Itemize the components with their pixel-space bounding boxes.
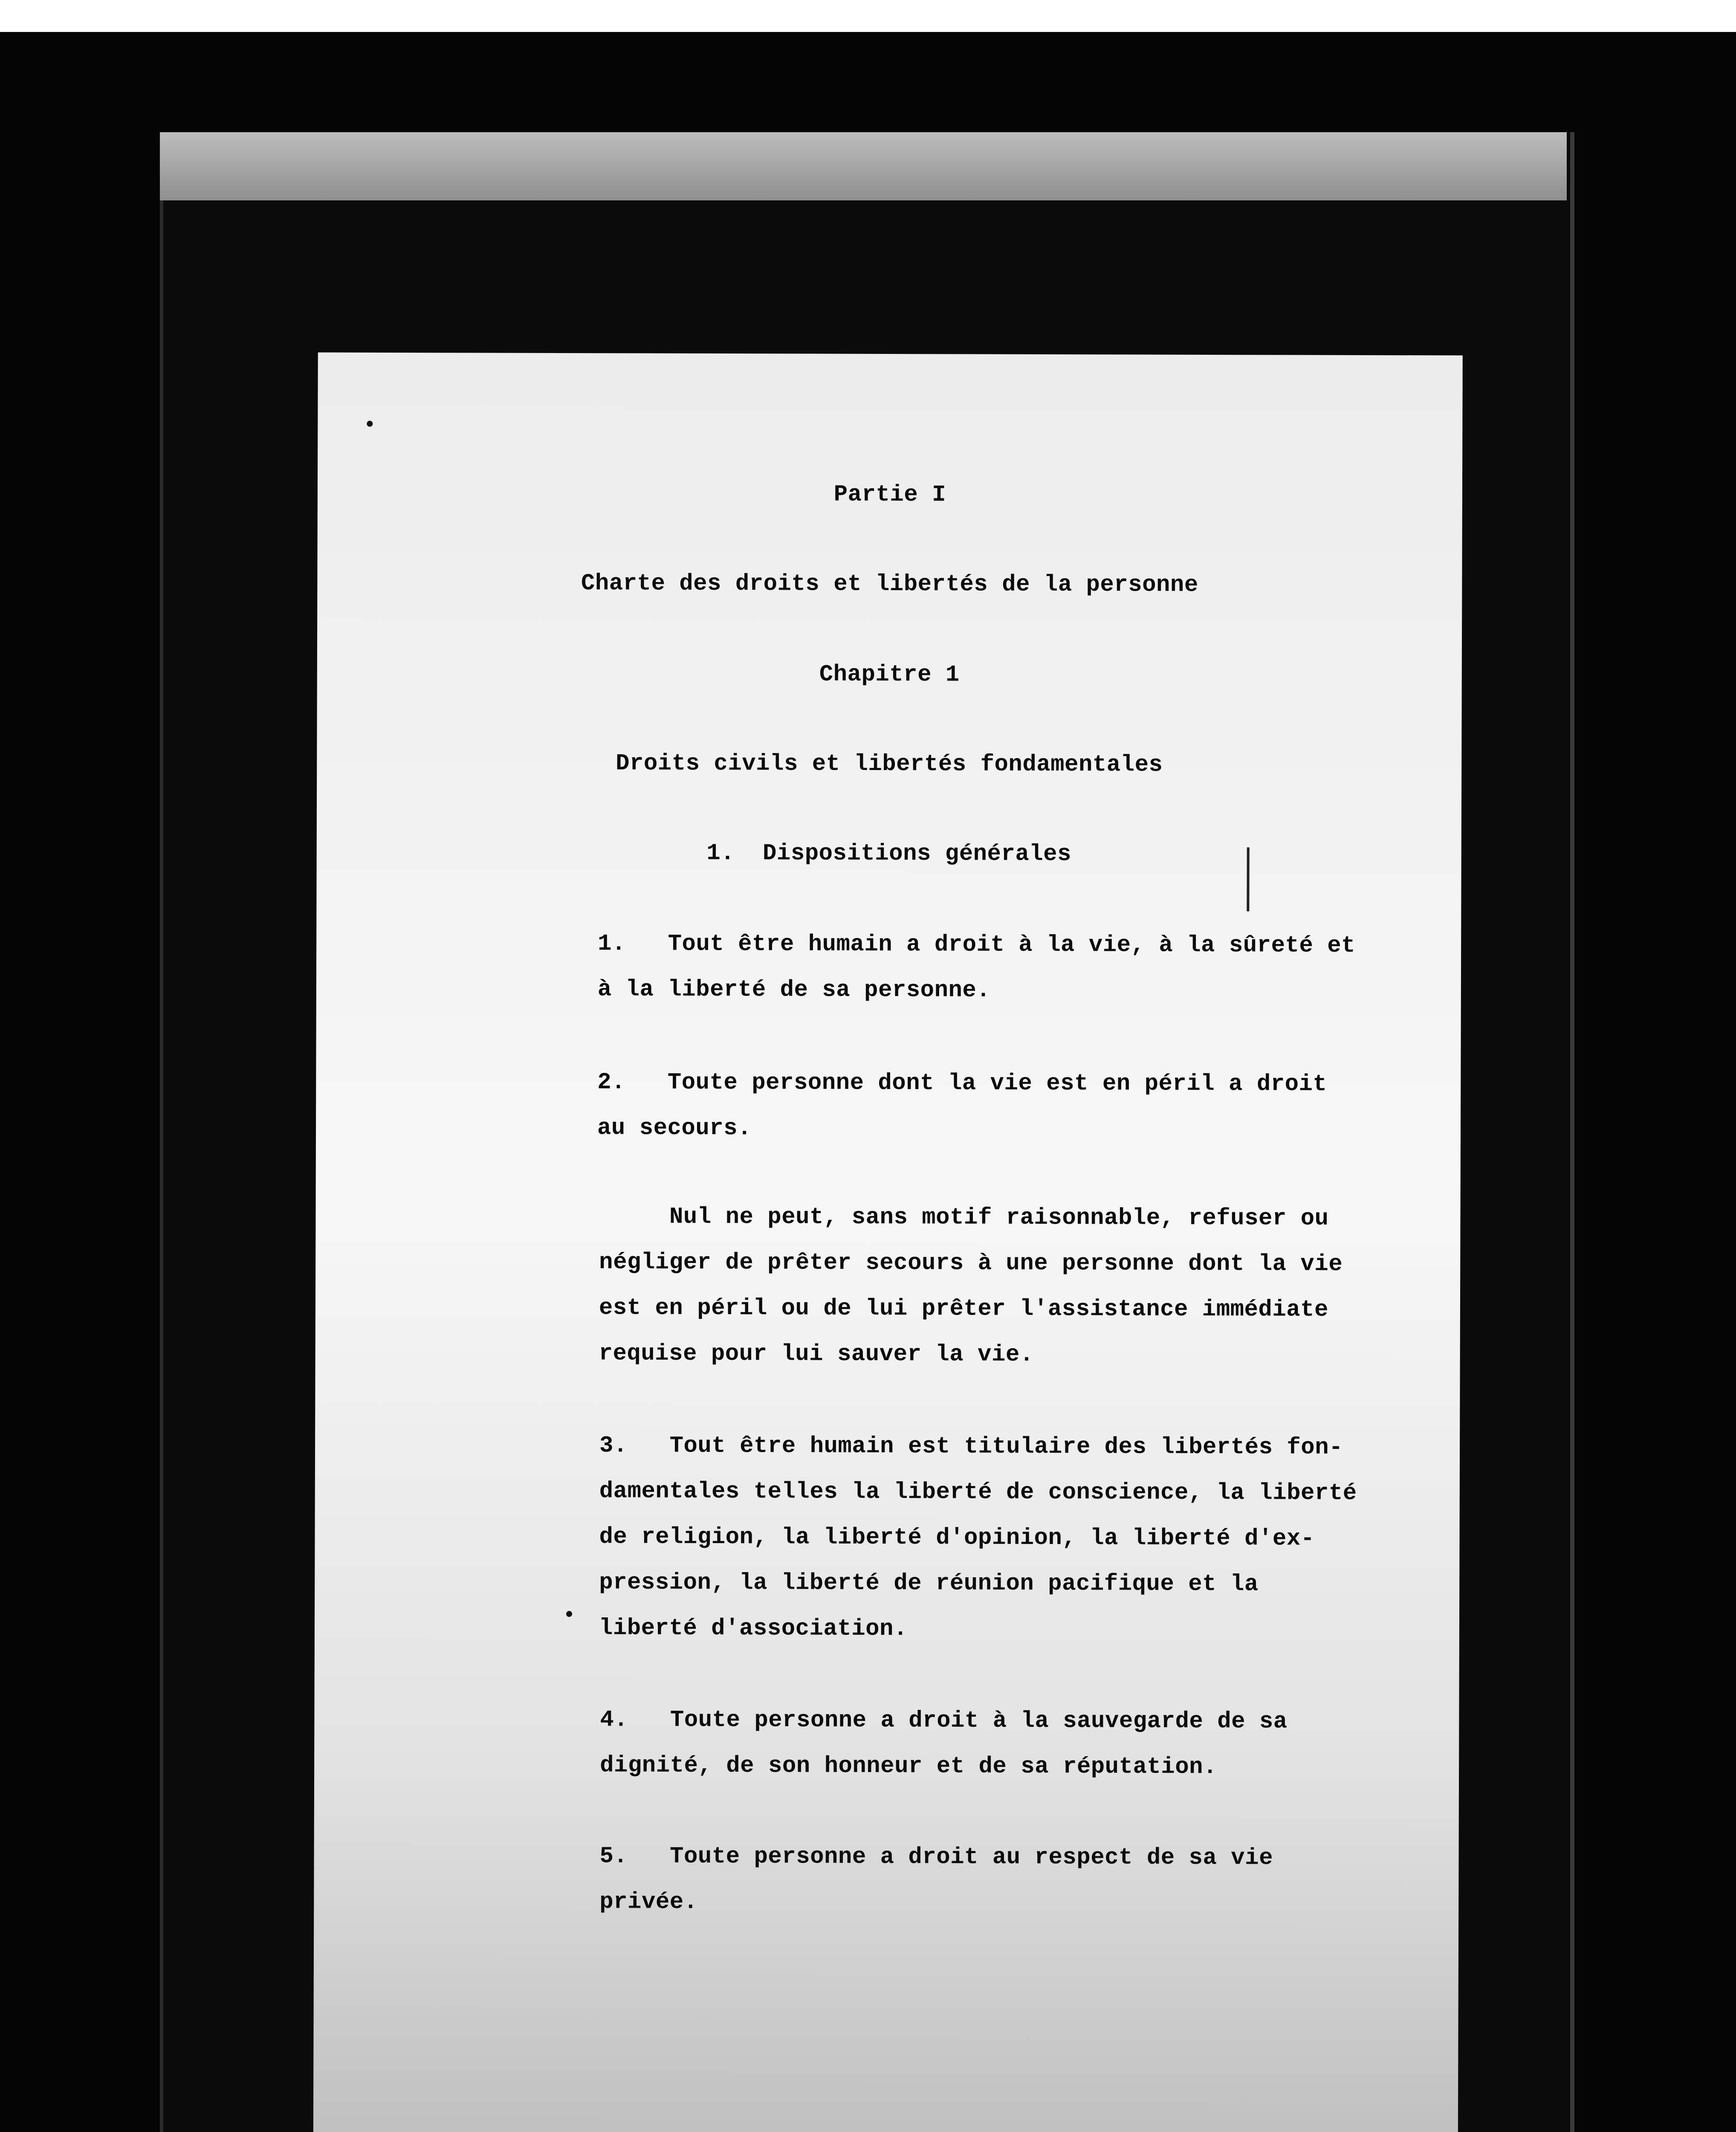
article-2-para-line-3: est en péril ou de lui prêter l'assistance immédiate: [599, 1295, 1329, 1323]
article-3-line-2: damentales telles la liberté de conscience, la liberté: [599, 1478, 1357, 1506]
article-5-line-1: 5. Toute personne a droit au respect de sa vie: [599, 1843, 1273, 1871]
article-2-line-2: au secours.: [597, 1115, 752, 1142]
article-3-line-3: de religion, la liberté d'opinion, la liberté d'ex-: [599, 1524, 1315, 1552]
chapter-subtitle: Droits civils et libertés fondamentales: [616, 750, 1163, 778]
article-2-para-line-1: Nul ne peut, sans motif raisonnable, refuser ou: [599, 1204, 1329, 1232]
article-3-line-5: liberté d'association.: [599, 1615, 908, 1642]
article-2-para-line-2: négliger de prêter secours à une personne dont la vie: [599, 1249, 1343, 1277]
document-page: [313, 352, 1463, 2132]
article-5-line-2: privée.: [599, 1889, 698, 1915]
article-2-line-1: 2. Toute personne dont la vie est en péril a droit: [597, 1069, 1327, 1098]
top-edge-strip: [160, 132, 1567, 200]
margin-mark: [1247, 847, 1249, 911]
part-title: Partie I: [833, 481, 946, 508]
article-2-para-line-4: requise pour lui sauver la vie.: [599, 1341, 1034, 1368]
article-1-line-2: à la liberté de sa personne.: [597, 976, 991, 1004]
charter-title: Charte des droits et libertés de la personne: [581, 571, 1198, 598]
article-1-line-1: 1. Tout être humain a droit à la vie, à la sûreté et: [598, 931, 1356, 959]
chapter-title: Chapitre 1: [819, 661, 960, 688]
article-4-line-2: dignité, de son honneur et de sa réputation.: [600, 1753, 1218, 1781]
ink-speck: [566, 1611, 572, 1617]
article-3-line-1: 3. Tout être humain est titulaire des libertés fon-: [599, 1433, 1343, 1461]
article-4-line-1: 4. Toute personne a droit à la sauvegarde de sa: [600, 1707, 1288, 1735]
section-heading: 1. Dispositions générales: [706, 840, 1072, 868]
ink-speck: [367, 421, 373, 427]
article-3-line-4: pression, la liberté de réunion pacifique et la: [599, 1570, 1259, 1598]
